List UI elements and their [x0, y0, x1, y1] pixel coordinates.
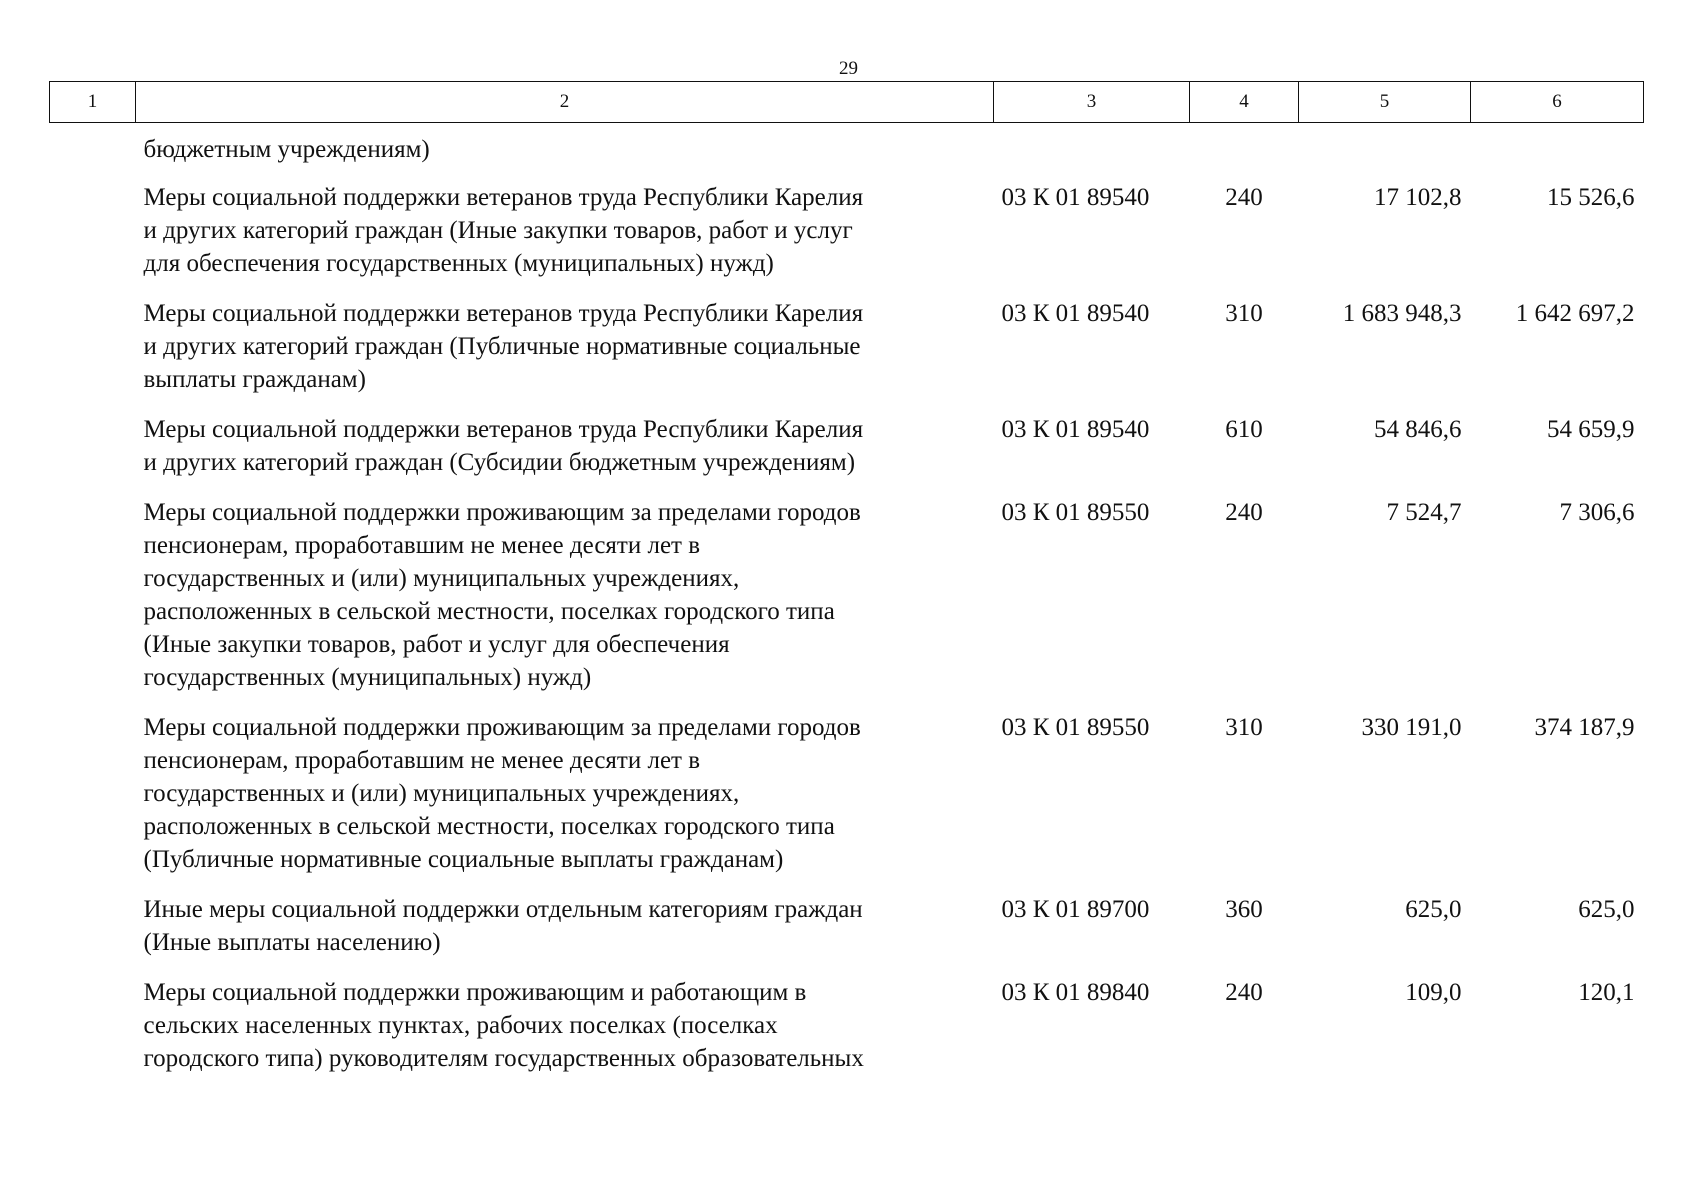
- row-description: Иные меры социальной поддержки отдельным категориям граждан (Иные выплаты населению): [143, 896, 863, 956]
- row-description: бюджетным учреждениям): [143, 136, 430, 163]
- row-description: Меры социальной поддержки ветеранов труда Республики Карелия и других категорий граждан (Иные закупки товаров, работ и услуг для обеспечения государственных (муниципальных) нужд): [143, 184, 864, 277]
- row-value-col6: 15 526,6: [1547, 184, 1635, 211]
- row-expense-kind: 310: [1225, 714, 1263, 741]
- row-value-col6: 1 642 697,2: [1515, 300, 1635, 327]
- column-header-2: 2: [136, 82, 994, 123]
- column-header-6: 6: [1471, 82, 1644, 123]
- row-expense-kind: 240: [1225, 499, 1263, 526]
- row-value-col5: 109,0: [1405, 979, 1462, 1006]
- row-value-col5: 625,0: [1405, 896, 1462, 923]
- row-expense-kind: 360: [1225, 896, 1263, 923]
- table-row: [50, 496, 1644, 711]
- row-value-col5: 1 683 948,3: [1342, 300, 1462, 327]
- table-row: [50, 413, 1644, 496]
- column-header-3: 3: [994, 82, 1190, 123]
- row-value-col6: 374 187,9: [1534, 714, 1635, 741]
- row-description: Меры социальной поддержки проживающим за пределами городов пенсионерам, проработавшим не менее десяти лет в государственных и (или) муниципальных учреждениях, расположенных в сельской местности, поселках городского типа (Публичные нормативные социальные выплаты гражданам): [143, 714, 861, 873]
- row-target-code: 03 К 01 89540: [1001, 184, 1150, 211]
- row-value-col5: [1299, 123, 1471, 182]
- row-description: Меры социальной поддержки ветеранов труда Республики Карелия и других категорий граждан (Публичные нормативные социальные выплаты гражданам): [143, 300, 864, 393]
- row-value-col5: 54 846,6: [1374, 416, 1462, 443]
- row-target-code: 03 К 01 89700: [1001, 896, 1150, 923]
- column-header-5: 5: [1299, 82, 1471, 123]
- column-header-1: 1: [50, 82, 136, 123]
- row-expense-kind: 310: [1225, 300, 1263, 327]
- row-expense-kind: 240: [1225, 184, 1263, 211]
- row-target-code: [994, 123, 1190, 182]
- page-number: 29: [839, 58, 858, 79]
- table-row: [50, 297, 1644, 413]
- row-description: Меры социальной поддержки ветеранов труда Республики Карелия и других категорий граждан (Субсидии бюджетным учреждениям): [143, 416, 864, 476]
- row-target-code: 03 К 01 89540: [1001, 416, 1150, 443]
- row-value-col6: [1471, 123, 1644, 182]
- row-description: Меры социальной поддержки проживающим за пределами городов пенсионерам, проработавшим не менее десяти лет в государственных и (или) муниципальных учреждениях, расположенных в сельской местности, поселках городского типа (Иные закупки товаров, работ и услуг для обеспечения государственных (муниципальных) нужд): [143, 499, 861, 691]
- row-value-col5: 330 191,0: [1361, 714, 1462, 741]
- budget-table: [49, 81, 1644, 1092]
- row-value-col6: 625,0: [1578, 896, 1635, 923]
- row-target-code: 03 К 01 89840: [1001, 979, 1150, 1006]
- row-target-code: 03 К 01 89540: [1001, 300, 1150, 327]
- row-value-col6: 120,1: [1578, 979, 1635, 1006]
- column-header-4: 4: [1190, 82, 1299, 123]
- column-number-row: [50, 82, 1644, 123]
- row-value-col5: 7 524,7: [1386, 499, 1462, 526]
- row-expense-kind: 610: [1225, 416, 1263, 443]
- table-row: [50, 181, 1644, 297]
- table-row: [50, 123, 1644, 182]
- table-row: [50, 893, 1644, 976]
- table-row: [50, 976, 1644, 1092]
- row-target-code: 03 К 01 89550: [1001, 499, 1150, 526]
- row-value-col5: 17 102,8: [1374, 184, 1462, 211]
- row-value-col6: 54 659,9: [1547, 416, 1635, 443]
- row-description: Меры социальной поддержки проживающим и работающим в сельских населенных пунктах, рабочих поселках (поселках городского типа) руководителям государственных образовательных: [143, 979, 864, 1072]
- table-row: [50, 711, 1644, 893]
- row-expense-kind: 240: [1225, 979, 1263, 1006]
- row-target-code: 03 К 01 89550: [1001, 714, 1150, 741]
- row-expense-kind: [1190, 123, 1299, 182]
- row-value-col6: 7 306,6: [1559, 499, 1635, 526]
